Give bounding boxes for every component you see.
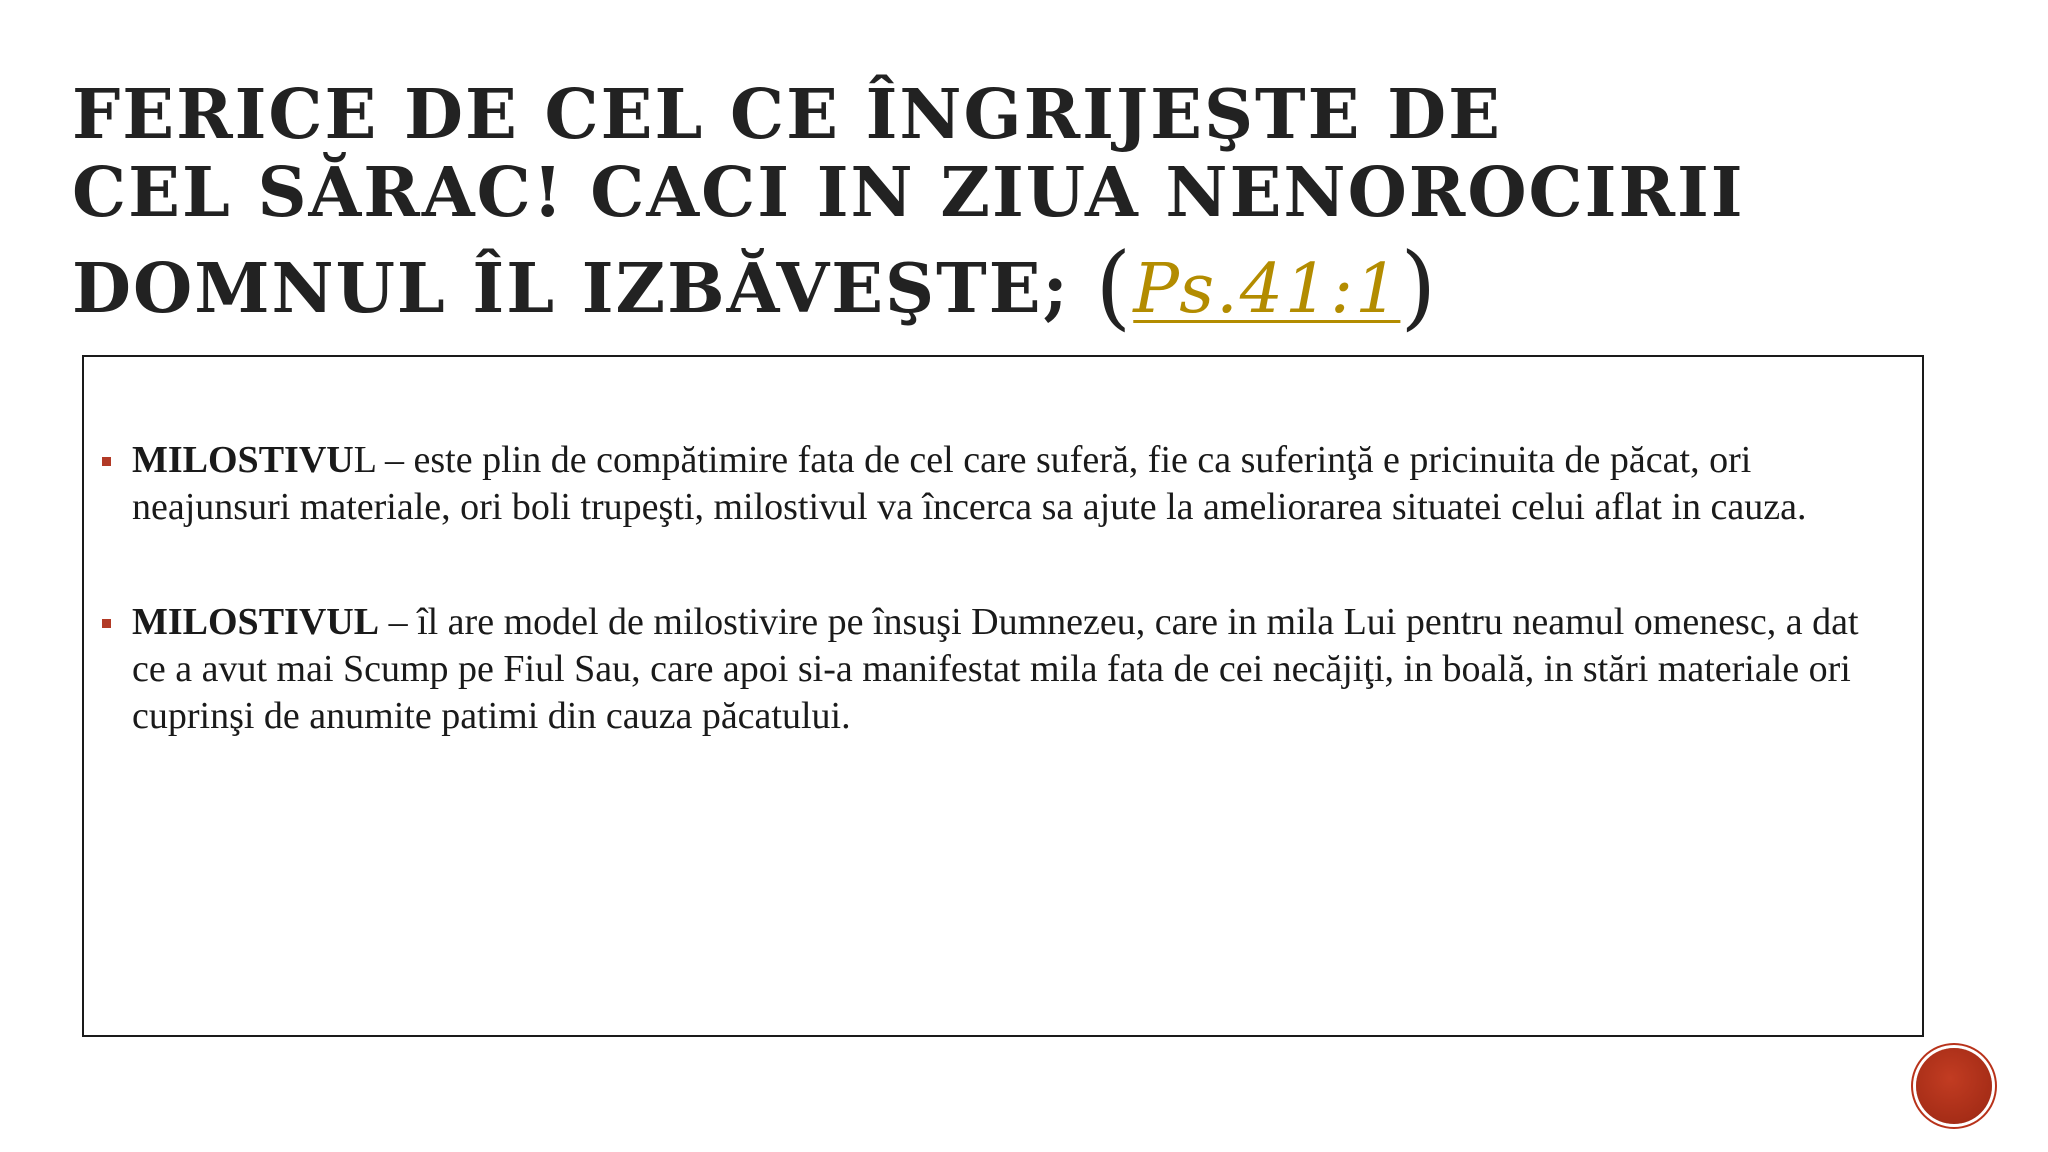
bullet-marker-icon <box>102 457 111 466</box>
open-parenthesis: ( <box>1095 233 1134 340</box>
next-slide-button[interactable] <box>1916 1048 1992 1124</box>
scripture-reference-link[interactable]: Ps.41:1 <box>1133 250 1401 329</box>
bullet-bold-term: MILOSTIVU <box>132 439 354 481</box>
bullet-text <box>132 601 1859 737</box>
bullet-item <box>132 599 1892 740</box>
slide-title <box>72 75 1972 340</box>
bullet-body: – îl are model de milostivire pe însuşi Dumnezeu, care in mila Lui pentru neamul omenesc, a dat ce a avut mai Scump pe Fiul Sau, care apoi si-a manifestat mila fata de cei necăjiţi, in boală, in stări materiale ori cuprinşi de anumite patimi din cauza păcatului. <box>132 601 1859 737</box>
content-box <box>82 355 1924 1037</box>
bullet-body: L – este plin de compătimire fata de cel care suferă, fie ca suferinţă e pricinuita de păcat, ori neajunsuri materiale, ori boli trupeşti, milostivul va încerca sa ajute la ameliorarea situatei celui aflat in cauza. <box>132 439 1807 528</box>
title-line-2: CEL SĂRAC! CACI IN ZIUA NENOROCIRII <box>72 153 1745 233</box>
bullet-item <box>132 437 1892 531</box>
title-line-1: FERICE DE CEL CE ÎNGRIJEŞTE DE <box>72 75 1502 155</box>
bullet-text <box>132 439 1807 528</box>
close-parenthesis: ) <box>1400 233 1439 340</box>
title-line-3-text: DOMNUL ÎL IZBĂVEŞTE; <box>72 249 1096 329</box>
bullet-marker-icon <box>102 619 111 628</box>
bullet-bold-term: MILOSTIVUL <box>132 601 380 643</box>
title-line-3 <box>72 233 1972 340</box>
